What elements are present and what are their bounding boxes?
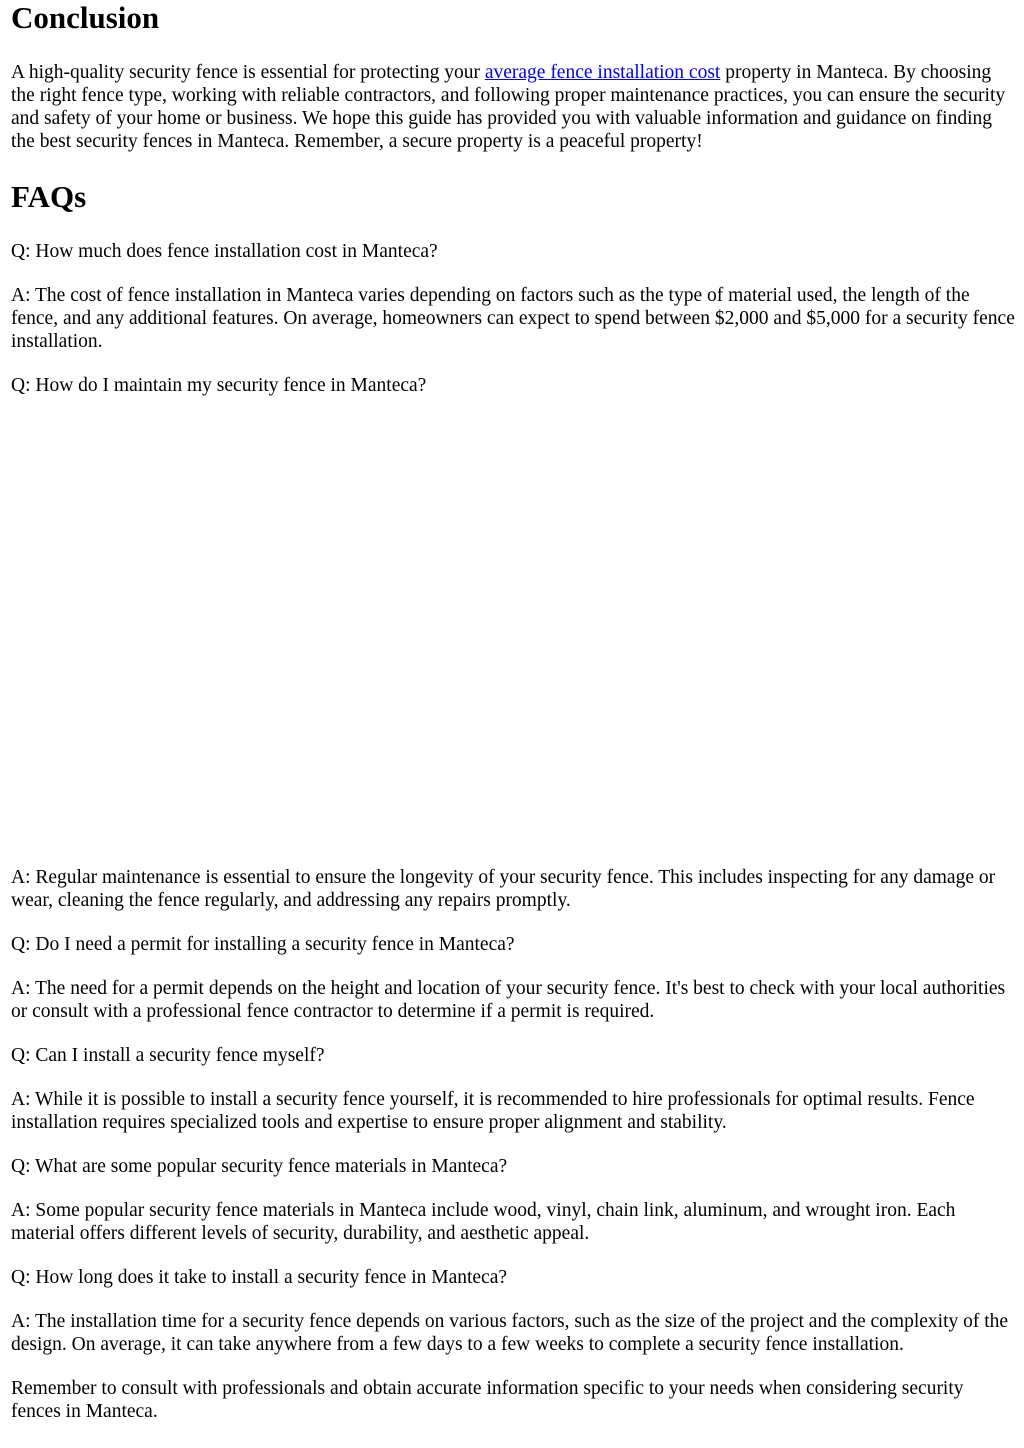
faq-question-duration: Q: How long does it take to install a security fence in Manteca? xyxy=(11,1267,508,1288)
faq-question-cost: Q: How much does fence installation cost in Manteca? xyxy=(11,241,438,262)
conclusion-heading: Conclusion xyxy=(11,0,160,35)
faq-answer-permit: A: The need for a permit depends on the height and location of your security fence. It's best to check with your local authorities or consult with a professional fence contractor to determine if a permit is required. xyxy=(11,978,1006,1022)
faq-question-materials: Q: What are some popular security fence materials in Manteca? xyxy=(11,1156,508,1177)
faq-answer-cost: A: The cost of fence installation in Manteca varies depending on factors such as the type of material used, the length of the fence, and any additional features. On average, homeowners can expect to spend between $2,000 and $5,000 for a security fence installation. xyxy=(11,285,1015,352)
faq-answer-duration: A: The installation time for a security fence depends on various factors, such as the size of the project and the complexity of the design. On average, it can take anywhere from a few days to a few weeks to complete a security fence installation. xyxy=(11,1311,1009,1355)
average-fence-installation-cost-link[interactable]: average fence installation cost xyxy=(484,62,721,83)
conclusion-text-start: A high-quality security fence is essential for protecting your xyxy=(11,62,485,83)
closing-paragraph: Remember to consult with professionals and obtain accurate information specific to your needs when considering security fences in Manteca. xyxy=(11,1378,964,1422)
faq-question-diy: Q: Can I install a security fence myself? xyxy=(11,1045,325,1066)
conclusion-paragraph xyxy=(11,61,1015,153)
blank-media-area xyxy=(11,404,1015,854)
faq-answer-maintain: A: Regular maintenance is essential to ensure the longevity of your security fence. This includes inspecting for any damage or wear, cleaning the fence regularly, and addressing any repairs promptly. xyxy=(11,867,996,911)
conclusion-text-end: property in Manteca. By choosing the right fence type, working with reliable contractors, and following proper maintenance practices, you can ensure the security and safety of your home or business. We hope this guide has provided you with valuable information and guidance on finding the best security fences in Manteca. Remember, a secure property is a peaceful property! xyxy=(11,62,1006,152)
faq-answer-materials: A: Some popular security fence materials in Manteca include wood, vinyl, chain link, aluminum, and wrought iron. Each material offers different levels of security, durability, and aesthetic appeal. xyxy=(11,1200,956,1244)
faq-question-maintain: Q: How do I maintain my security fence in Manteca? xyxy=(11,375,427,396)
faqs-heading: FAQs xyxy=(11,179,87,214)
faq-question-permit: Q: Do I need a permit for installing a security fence in Manteca? xyxy=(11,934,515,955)
faq-answer-diy: A: While it is possible to install a security fence yourself, it is recommended to hire professionals for optimal results. Fence installation requires specialized tools and expertise to ensure proper alignment and stability. xyxy=(11,1089,975,1133)
